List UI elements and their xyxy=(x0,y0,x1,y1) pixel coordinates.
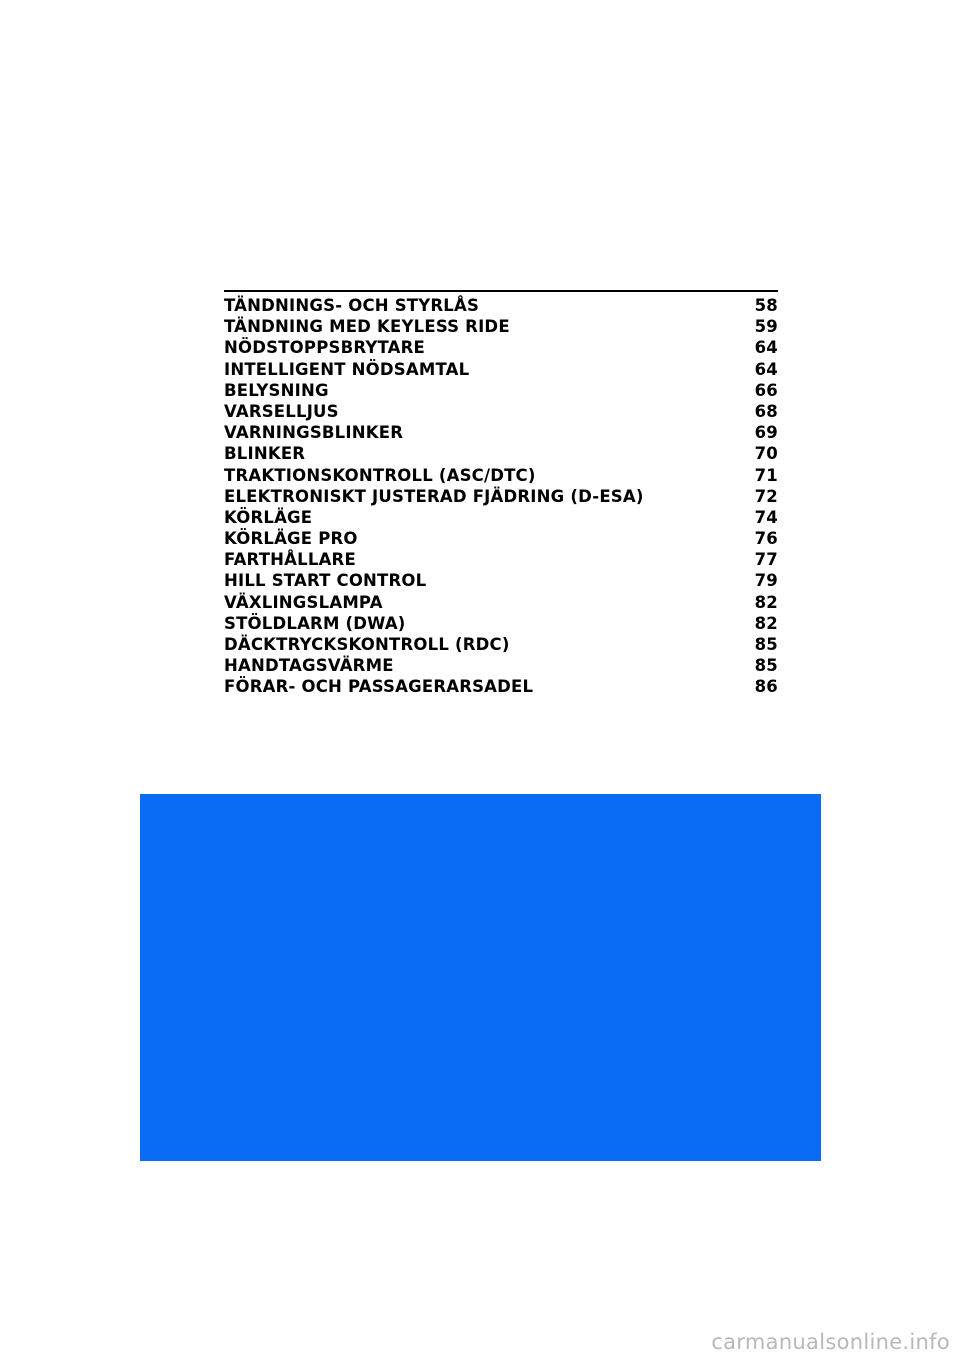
toc-entry-page: 69 xyxy=(754,423,778,443)
toc-entry-page: 77 xyxy=(754,550,778,570)
toc-entry-title: NÖDSTOPPSBRYTARE xyxy=(224,338,426,358)
table-of-contents xyxy=(224,290,778,698)
toc-entry-page: 58 xyxy=(754,296,778,315)
toc-entry-title: ELEKTRONISKT JUSTERAD FJÄDRING (D-ESA) xyxy=(224,486,644,506)
toc-entry-page: 66 xyxy=(754,380,778,400)
toc-entry-page: 68 xyxy=(754,401,778,421)
toc-entry-page: 86 xyxy=(754,677,778,697)
toc-entry[interactable] xyxy=(224,486,778,507)
toc-entry-page: 71 xyxy=(754,465,778,485)
toc-entry-page: 70 xyxy=(754,444,778,464)
toc-entry[interactable] xyxy=(224,676,778,697)
toc-entry[interactable] xyxy=(224,507,778,528)
toc-entry[interactable] xyxy=(224,337,778,358)
toc-entry-title: VÄXLINGSLAMPA xyxy=(224,592,383,612)
toc-entry[interactable] xyxy=(224,422,778,443)
toc-entry-title: DÄCKTRYCKSKONTROLL (RDC) xyxy=(224,635,510,654)
toc-entry[interactable] xyxy=(224,634,778,655)
toc-entry-title: HANDTAGSVÄRME xyxy=(224,656,394,676)
toc-entry-title: FARTHÅLLARE xyxy=(224,550,356,570)
toc-entry-title: VARSELLJUS xyxy=(224,401,339,421)
toc-entry[interactable] xyxy=(224,401,778,422)
toc-entry-page: 82 xyxy=(754,613,778,633)
toc-entry[interactable] xyxy=(224,549,778,570)
toc-entry[interactable] xyxy=(224,528,778,549)
toc-entry-page: 82 xyxy=(754,592,778,612)
toc-entry-page: 64 xyxy=(754,338,778,358)
toc-entry-title: KÖRLÄGE PRO xyxy=(224,529,358,549)
blue-panel xyxy=(140,794,821,1161)
toc-entry-title: TÄNDNINGS- OCH STYRLÅS xyxy=(224,296,480,315)
toc-entry[interactable] xyxy=(224,295,778,316)
toc-entry-title: TÄNDNING MED KEYLESS RIDE xyxy=(224,317,510,337)
toc-entry-title: BLINKER xyxy=(224,444,306,464)
toc-entry[interactable] xyxy=(224,592,778,613)
toc-entry-title: HILL START CONTROL xyxy=(224,571,427,591)
toc-entry-page: 59 xyxy=(754,317,778,337)
toc-entry[interactable] xyxy=(224,443,778,464)
toc-entry-page: 64 xyxy=(754,359,778,379)
toc-entry-title: VARNINGSBLINKER xyxy=(224,423,404,443)
toc-entry-page: 85 xyxy=(754,656,778,676)
toc-entry-page: 76 xyxy=(754,529,778,549)
toc-entry-title: KÖRLÄGE xyxy=(224,507,313,527)
toc-entry-page: 79 xyxy=(754,571,778,591)
watermark-text: carmanualsonline.info xyxy=(711,1330,950,1354)
toc-entry[interactable] xyxy=(224,380,778,401)
toc-entry-page: 72 xyxy=(754,486,778,506)
toc-entry-page: 85 xyxy=(754,635,778,654)
toc-entry-title: TRAKTIONSKONTROLL (ASC/DTC) xyxy=(224,465,536,485)
toc-entry[interactable] xyxy=(224,359,778,380)
toc-entry-title: STÖLDLARM (DWA) xyxy=(224,613,406,633)
toc-entry[interactable] xyxy=(224,570,778,591)
toc-entry[interactable] xyxy=(224,465,778,486)
toc-entry-page: 74 xyxy=(754,507,778,527)
toc-entry-title: FÖRAR- OCH PASSAGERARSADEL xyxy=(224,677,534,697)
toc-entry[interactable] xyxy=(224,655,778,676)
toc-entry[interactable] xyxy=(224,316,778,337)
toc-entry[interactable] xyxy=(224,613,778,634)
toc-entry-title: BELYSNING xyxy=(224,380,329,400)
toc-entry-title: INTELLIGENT NÖDSAMTAL xyxy=(224,359,470,379)
